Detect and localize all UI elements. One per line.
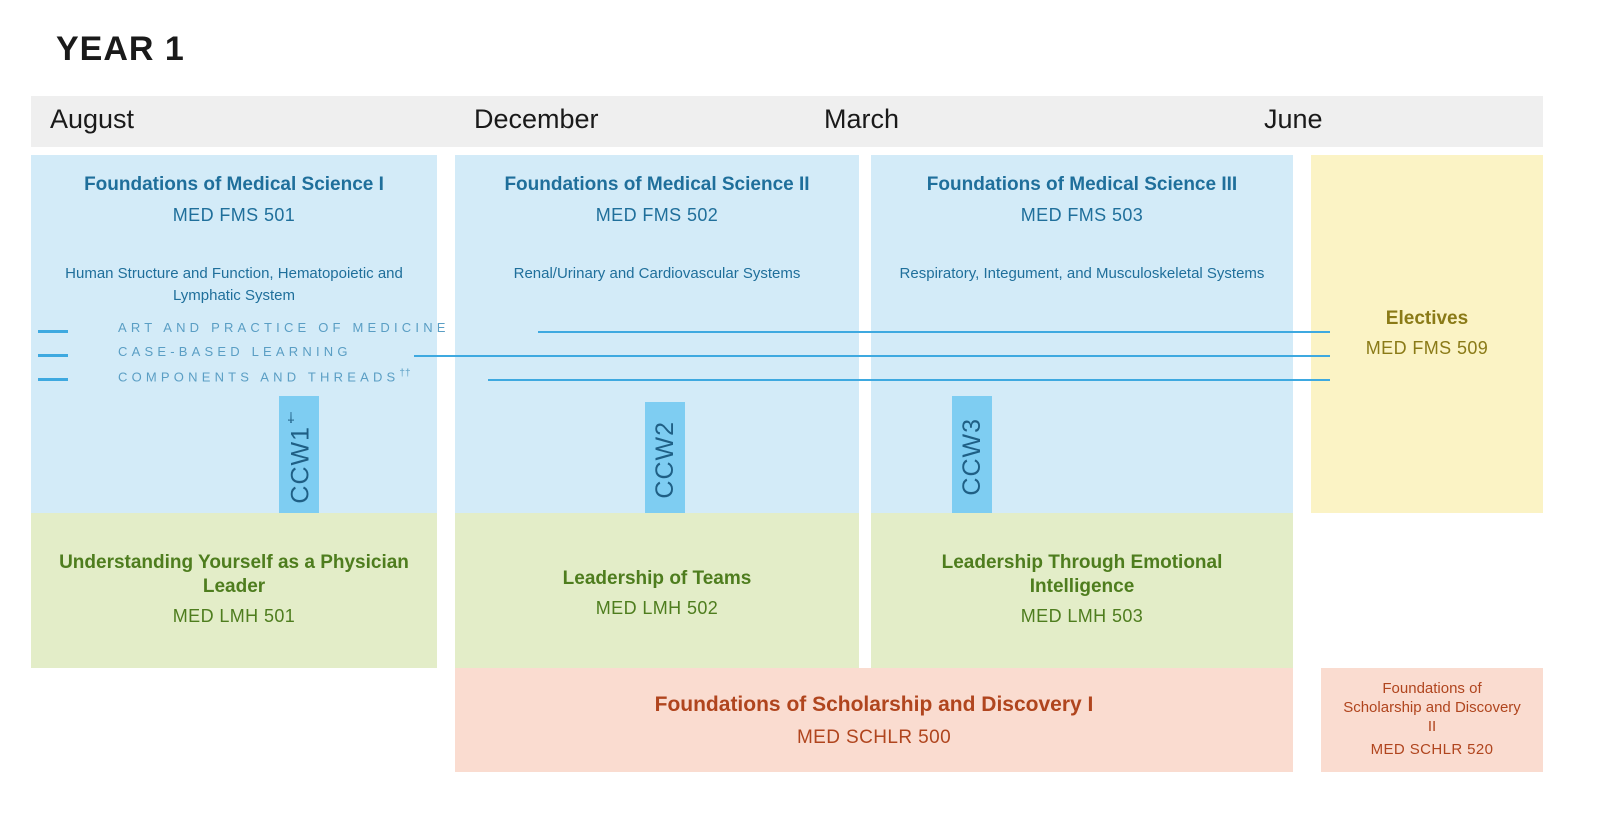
thread-label [118, 368, 411, 384]
thread-line [414, 355, 1330, 357]
month-label-june: June [1264, 104, 1323, 134]
course-title: Foundations of Medical Science III [926, 174, 1238, 195]
ccw-block-2[interactable] [645, 402, 685, 517]
thread-line [488, 379, 1330, 381]
course-code: MED LMH 503 [1020, 605, 1144, 626]
thread-dash-icon [38, 330, 68, 333]
course-block-lmh-2[interactable] [455, 513, 859, 668]
ccw-block-1[interactable] [279, 396, 319, 517]
course-block-fms-3[interactable] [871, 155, 1293, 513]
month-label-december: December [474, 104, 599, 134]
ccw-label [283, 409, 315, 504]
thread-label: CASE-BASED LEARNING [118, 344, 352, 359]
course-title: Leadership Through Emotional Intelligence [941, 552, 1223, 597]
thread-case-based-learning [38, 344, 1293, 359]
ccw-label-text: CCW1 [286, 426, 315, 504]
page-title: YEAR 1 [56, 30, 185, 68]
thread-label-text: COMPONENTS AND THREADS [118, 369, 400, 385]
course-block-electives[interactable] [1311, 155, 1543, 513]
course-title: Foundations of Medical Science II [504, 174, 810, 195]
ccw-label-superscript: † [282, 409, 299, 427]
thread-dash-icon [38, 378, 68, 381]
month-label-march: March [824, 104, 900, 134]
course-description: Renal/Urinary and Cardiovascular Systems [513, 265, 801, 283]
course-code: MED SCHLR 520 [1370, 741, 1494, 759]
course-block-scholarship-1[interactable] [455, 668, 1293, 772]
course-code: MED LMH 502 [595, 597, 719, 618]
ccw-label: CCW2 [650, 420, 679, 499]
month-label-august: August [50, 104, 135, 134]
course-title: Foundations of Medical Science I [84, 174, 384, 195]
course-block-lmh-3[interactable] [871, 513, 1293, 668]
course-code: MED FMS 502 [595, 204, 719, 225]
course-block-scholarship-2[interactable] [1321, 668, 1543, 772]
course-title: Foundations of Scholarship and Discovery I [654, 693, 1094, 716]
ccw-block-3[interactable] [952, 396, 992, 517]
course-description: Human Structure and Function, Hematopoietic and Lymphatic System [65, 265, 403, 304]
thread-label: ART AND PRACTICE OF MEDICINE [118, 320, 450, 335]
thread-label-superscript: †† [399, 368, 411, 379]
thread-components-and-threads [38, 368, 1293, 385]
course-block-lmh-1[interactable] [31, 513, 437, 668]
course-code: MED FMS 501 [172, 204, 296, 225]
course-code: MED FMS 509 [1365, 337, 1489, 358]
course-description: Respiratory, Integument, and Musculoskeletal Systems [899, 265, 1265, 283]
course-title: Leadership of Teams [562, 568, 752, 589]
course-title: Understanding Yourself as a Physician Leader [59, 552, 409, 597]
course-code: MED SCHLR 500 [796, 727, 952, 749]
course-title: Foundations of Scholarship and Discovery II [1343, 680, 1521, 735]
thread-line [538, 331, 1330, 333]
ccw-label: CCW3 [957, 417, 986, 496]
course-code: MED LMH 501 [172, 605, 296, 626]
thread-art-and-practice-of-medicine [38, 320, 1293, 335]
course-code: MED FMS 503 [1020, 204, 1144, 225]
thread-dash-icon [38, 354, 68, 357]
course-title: Electives [1385, 308, 1469, 329]
